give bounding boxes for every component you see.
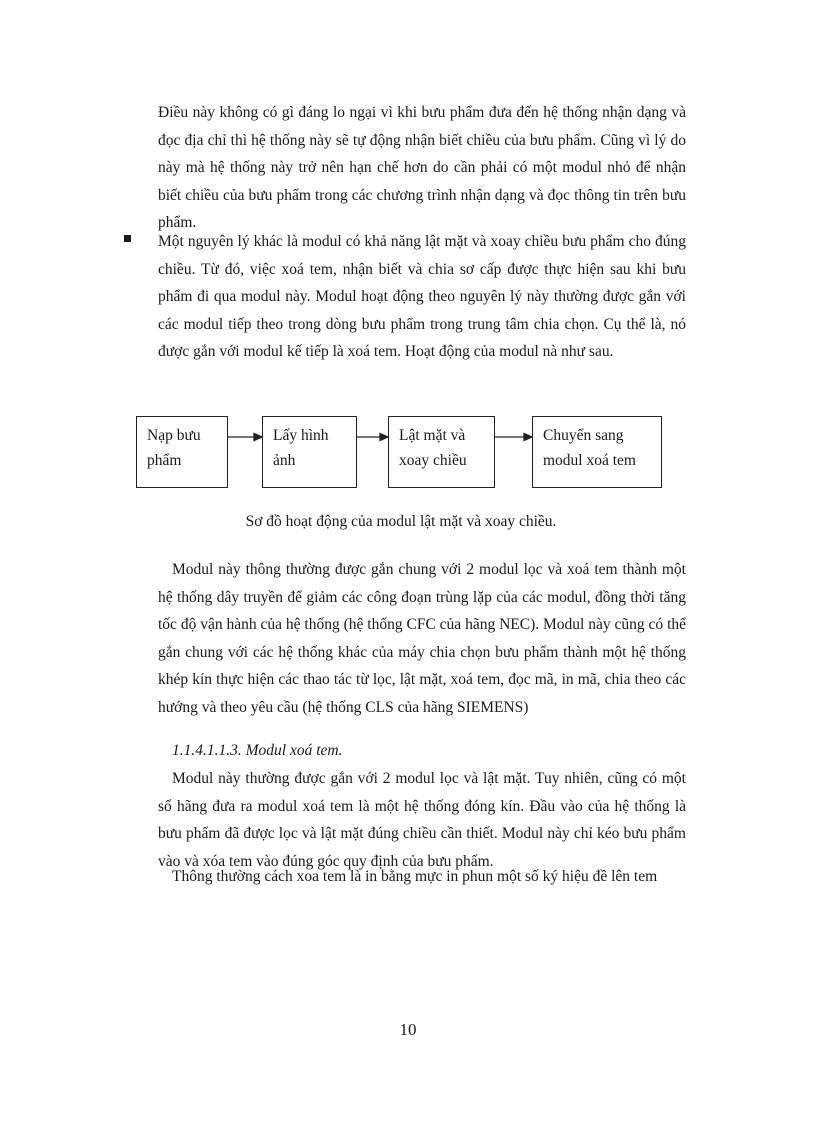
- diagram-arrows: [136, 416, 666, 494]
- bullet-square-icon: [124, 235, 131, 242]
- box-label-line: Chuyển sang: [543, 427, 624, 444]
- box-label-line: xoay chiều: [399, 452, 467, 469]
- section-heading: 1.1.4.1.1.3. Modul xoá tem.: [172, 742, 343, 759]
- body-paragraph-1: [158, 556, 686, 721]
- box-label-line: ảnh: [273, 452, 296, 469]
- diagram-caption: Sơ đồ hoạt động của modul lật mặt và xoay chiều.: [245, 513, 557, 530]
- body-paragraph-1-text: Modul này thông thường được gắn chung với 2 modul lọc và xoá tem thành một hệ thống dây truyền để giảm các công đoạn trùng lặp của các modul, đồng thời tăng tốc độ vận hành của hệ thống (hệ thống CFC của hãng NEC). Modul này cũng có thể gắn chung với các hệ thống khác của máy chia chọn bưu phẩm thành một hệ thống khép kín thực hiện các thao tác từ lọc, lật mặt, xoá tem, đọc mã, in mã, chia theo các hướng và theo yêu cầu (hệ thống CLS của hãng SIEMENS): [158, 561, 686, 716]
- arrow-1-head-icon: [254, 434, 262, 441]
- body-paragraph-3-text: Thông thường cách xoa tem là in bằng mực in phun một số ký hiệu đề lên tem: [172, 868, 658, 885]
- intro-paragraph: Điều này không có gì đáng lo ngại vì khi bưu phẩm đưa đến hệ thống nhận dạng và đọc địa chỉ thì hệ thống này sẽ tự động nhận biết chiều của bưu phẩm. Cũng vì lý do này mà hệ thống này trở nên hạn chế hơn do cần phải có một modul nhỏ để nhận biết chiều của bưu phẩm trong các chương trình nhận dạng và đọc thông tin trên bưu phẩm.: [158, 104, 686, 231]
- box-label-line: Nạp bưu: [147, 427, 201, 444]
- body-paragraph-3: [158, 863, 686, 891]
- arrow-3-head-icon: [524, 434, 532, 441]
- flow-diagram: [136, 416, 666, 494]
- box-label-line: Lấy hình: [273, 427, 329, 444]
- box-label-line: Lật mặt và: [399, 427, 466, 444]
- arrow-2-head-icon: [380, 434, 388, 441]
- box-label-line: phẩm: [147, 452, 182, 469]
- body-paragraph-2-text: Modul này thường được gắn với 2 modul lọc và lật mặt. Tuy nhiên, cũng có một số hãng đưa ra modul xoá tem là một hệ thống đóng kín. Đầu vào của hệ thống là bưu phẩm đã được lọc và lật mặt đúng chiều cần thiết. Modul này chỉ kéo bưu phẩm vào và xóa tem vào đúng góc quy định của bưu phẩm.: [158, 770, 686, 870]
- bullet-paragraph: Một nguyên lý khác là modul có khả năng lật mặt và xoay chiều bưu phẩm cho đúng chiều. Từ đó, việc xoá tem, nhận biết và chia sơ cấp được thực hiện sau khi bưu phẩm đi qua modul này. Modul hoạt động theo nguyên lý này thường được gắn với các modul tiếp theo trong dòng bưu phẩm trong trung tâm chia chọn. Cụ thể là, nó được gắn với modul kế tiếp là xoá tem. Hoạt động của modul nà như sau.: [158, 233, 686, 360]
- body-paragraph-2: [158, 765, 686, 875]
- box-label-line: modul xoá tem: [543, 452, 636, 469]
- page-number: 10: [399, 1020, 417, 1039]
